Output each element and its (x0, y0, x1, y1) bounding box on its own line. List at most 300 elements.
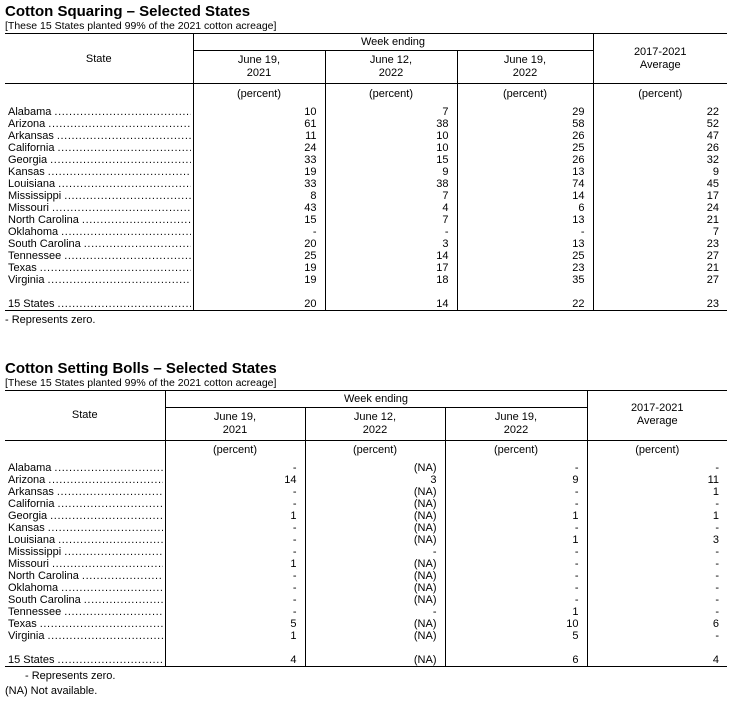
dot-leader (81, 594, 163, 606)
value-cell: 20 (193, 298, 325, 311)
state-name: 15 States (8, 654, 55, 666)
dot-leader (45, 274, 191, 286)
value-cell: 25 (193, 250, 325, 262)
week-column-header-1 (193, 51, 325, 84)
state-cell (5, 130, 193, 142)
value-cell: 14 (165, 474, 305, 486)
value-cell: 7 (325, 214, 457, 226)
value-cell: (NA) (305, 582, 445, 594)
value-cell: - (445, 594, 587, 606)
average-header-line1: 2017-2021 (630, 402, 684, 414)
state-cell (5, 522, 165, 534)
state-wrap (8, 142, 193, 154)
state-row (5, 104, 727, 118)
value-cell: (NA) (305, 558, 445, 570)
dot-leader (54, 486, 163, 498)
state-wrap (8, 570, 165, 582)
dot-leader (51, 462, 162, 474)
state-name: Louisiana (8, 177, 56, 190)
value-cell: 9 (712, 165, 719, 178)
week-ending-header: Week ending (165, 390, 587, 407)
state-row (5, 474, 727, 486)
unit-label: (percent) (325, 84, 457, 104)
week2-line1: June 12, (369, 54, 413, 66)
week3-line2: 2022 (512, 67, 538, 79)
footnote-not-available: (NA) Not available. (5, 685, 98, 697)
total-row (5, 654, 727, 667)
state-name: South Carolina (8, 594, 81, 606)
value-cell: - (715, 558, 719, 570)
value-cell: - (193, 226, 325, 238)
week3-line1: June 19, (503, 54, 547, 66)
state-row (5, 250, 727, 262)
spacer-cell (165, 642, 305, 654)
value-cell: - (445, 460, 587, 474)
value-cell: 33 (193, 154, 325, 166)
value-cell: 33 (193, 178, 325, 190)
unit-label: (percent) (635, 444, 680, 457)
value-cell: 25 (457, 142, 593, 154)
value-cell: 10 (445, 618, 587, 630)
state-cell (5, 498, 165, 510)
value-cell: 1 (165, 558, 305, 570)
state-wrap (8, 202, 193, 214)
value-cell: 10 (193, 104, 325, 118)
cotton-squaring-table (5, 33, 727, 311)
state-row (5, 178, 727, 190)
value-cell: 18 (325, 274, 457, 286)
state-name: Virginia (8, 630, 45, 642)
state-row (5, 498, 727, 510)
spacer-cell (593, 286, 727, 298)
state-name: Georgia (8, 153, 48, 166)
state-cell (5, 474, 165, 486)
week-column-header-2 (325, 51, 457, 84)
state-cell (5, 274, 193, 286)
state-name: 15 States (8, 297, 55, 310)
state-row (5, 630, 727, 642)
state-wrap (8, 618, 165, 630)
value-cell: - (715, 606, 719, 618)
cotton-setting-bolls-rows (5, 460, 727, 667)
value-cell: 22 (457, 298, 593, 311)
value-cell: 7 (325, 104, 457, 118)
average-column-header (587, 390, 727, 440)
state-wrap (8, 154, 193, 166)
state-name: Mississippi (8, 546, 62, 558)
value-cell: - (715, 462, 719, 474)
dot-leader (37, 262, 191, 274)
acreage-note-2: [These 15 States planted 99% of the 2021 cotton acreage] (5, 376, 277, 389)
state-cell (5, 606, 165, 618)
dot-leader (61, 250, 190, 262)
state-cell (5, 178, 193, 190)
value-cell: - (165, 594, 305, 606)
state-wrap (8, 462, 165, 474)
value-cell: 26 (706, 141, 719, 154)
state-cell (5, 118, 193, 130)
value-cell: 61 (193, 118, 325, 130)
dot-leader (54, 654, 162, 666)
state-row (5, 546, 727, 558)
state-row (5, 166, 727, 178)
value-cell: 8 (193, 190, 325, 202)
value-cell: 15 (193, 214, 325, 226)
spacer-cell (5, 642, 165, 654)
value-cell: - (165, 546, 305, 558)
value-cell: 14 (325, 298, 457, 311)
state-row (5, 594, 727, 606)
value-cell: (NA) (305, 618, 445, 630)
state-cell (5, 582, 165, 594)
value-cell: - (165, 606, 305, 618)
value-cell: - (165, 522, 305, 534)
state-cell (5, 154, 193, 166)
value-cell: (NA) (305, 510, 445, 522)
value-cell: 47 (706, 129, 719, 142)
week3-line1: June 19, (494, 410, 538, 423)
state-name: Missouri (8, 201, 49, 214)
state-wrap (8, 274, 193, 286)
value-cell: 11 (193, 130, 325, 142)
value-cell: - (165, 570, 305, 582)
state-row (5, 262, 727, 274)
state-name: California (8, 141, 55, 154)
value-cell: 7 (325, 190, 457, 202)
value-cell: 24 (706, 201, 719, 214)
dot-leader (45, 118, 190, 130)
average-header-line2: Average (639, 58, 681, 71)
state-row (5, 522, 727, 534)
value-cell: 13 (457, 214, 593, 226)
value-cell: - (715, 522, 719, 534)
value-cell: - (445, 546, 587, 558)
state-cell (5, 226, 193, 238)
state-wrap (8, 606, 165, 618)
value-cell: 9 (325, 166, 457, 178)
state-row (5, 202, 727, 214)
value-cell: (NA) (305, 570, 445, 582)
state-wrap (8, 654, 165, 666)
state-name: Louisiana (8, 534, 56, 546)
state-wrap (8, 190, 193, 202)
average-header-line1: 2017-2021 (633, 45, 687, 58)
value-cell: 4 (165, 654, 305, 667)
value-cell: 35 (457, 274, 593, 286)
state-row (5, 534, 727, 546)
state-wrap (8, 262, 193, 274)
unit-label: (percent) (165, 440, 305, 460)
dot-leader (55, 534, 162, 546)
week2-line2: 2022 (362, 423, 388, 436)
value-cell: - (715, 594, 719, 606)
state-cell (5, 142, 193, 154)
spacer-cell (305, 642, 445, 654)
state-cell (5, 654, 165, 667)
value-cell: - (305, 546, 445, 558)
value-cell: (NA) (305, 594, 445, 606)
value-cell: 17 (325, 262, 457, 274)
state-wrap (8, 214, 193, 226)
value-cell: 1 (165, 510, 305, 522)
state-cell (5, 460, 165, 474)
state-name: Virginia (8, 273, 45, 286)
state-cell (5, 510, 165, 522)
value-cell: 21 (706, 261, 719, 274)
state-cell (5, 104, 193, 118)
value-cell: 4 (587, 654, 727, 667)
state-row (5, 558, 727, 570)
value-cell: 1 (445, 510, 587, 522)
unit-empty-cell (5, 440, 165, 460)
dot-leader (47, 154, 190, 166)
value-cell: 26 (457, 154, 593, 166)
state-name: Texas (8, 261, 37, 274)
state-row (5, 142, 727, 154)
state-cell (5, 298, 193, 311)
value-cell: - (165, 582, 305, 594)
value-cell: - (165, 460, 305, 474)
state-wrap (8, 178, 193, 190)
state-wrap (8, 582, 165, 594)
state-cell (5, 546, 165, 558)
value-cell: 10 (325, 142, 457, 154)
spacer-cell (325, 286, 457, 298)
state-wrap (8, 534, 165, 546)
value-cell: - (715, 570, 719, 582)
state-wrap (8, 118, 193, 130)
state-wrap (8, 238, 193, 250)
week1-line2: 2021 (222, 423, 248, 436)
dot-leader (51, 106, 190, 118)
state-row (5, 570, 727, 582)
state-name: North Carolina (8, 213, 79, 226)
value-cell: 6 (712, 618, 719, 630)
state-name: Missouri (8, 558, 49, 570)
dot-leader (61, 606, 162, 618)
state-name: Arizona (8, 474, 46, 486)
value-cell: 43 (193, 202, 325, 214)
week-column-header-3 (445, 407, 587, 440)
value-cell: 24 (193, 142, 325, 154)
unit-label: (percent) (445, 440, 587, 460)
value-cell: 32 (706, 153, 719, 166)
acreage-note: [These 15 States planted 99% of the 2021 cotton acreage] (5, 20, 277, 32)
dot-leader (54, 498, 162, 510)
value-cell: - (715, 582, 719, 594)
state-cell (5, 166, 193, 178)
page-title-2: Cotton Setting Bolls – Selected States (5, 359, 277, 377)
week2-line1: June 12, (353, 410, 397, 423)
value-cell: 6 (457, 202, 593, 214)
dot-leader (61, 546, 162, 558)
value-cell: 38 (325, 178, 457, 190)
week1-line1: June 19, (237, 54, 281, 66)
value-cell: 1 (712, 486, 719, 498)
state-wrap (8, 558, 165, 570)
state-name: Arkansas (8, 486, 54, 498)
state-row (5, 238, 727, 250)
value-cell: 29 (457, 104, 593, 118)
dot-leader (54, 130, 191, 142)
dot-leader (79, 570, 163, 582)
value-cell: 23 (457, 262, 593, 274)
value-cell: 25 (457, 250, 593, 262)
state-cell (5, 262, 193, 274)
value-cell: - (445, 498, 587, 510)
dot-leader (45, 522, 163, 534)
value-cell: 5 (165, 618, 305, 630)
header-group-row (5, 390, 727, 407)
value-cell: 19 (193, 166, 325, 178)
state-name: Mississippi (8, 189, 62, 202)
value-cell: 20 (193, 238, 325, 250)
state-row (5, 118, 727, 130)
state-row (5, 618, 727, 630)
dot-leader (47, 510, 162, 522)
state-cell (5, 486, 165, 498)
state-cell (5, 570, 165, 582)
state-wrap (8, 522, 165, 534)
dot-leader (81, 238, 191, 250)
dot-leader (45, 166, 191, 178)
state-name: Kansas (8, 522, 45, 534)
state-name: Oklahoma (8, 225, 59, 238)
state-name: Kansas (8, 165, 45, 178)
total-row (5, 298, 727, 311)
week1-line1: June 19, (213, 410, 257, 423)
state-name: Oklahoma (8, 582, 59, 594)
state-cell (5, 618, 165, 630)
value-cell: 19 (193, 274, 325, 286)
state-cell (5, 250, 193, 262)
dot-leader (49, 558, 163, 570)
value-cell: - (165, 534, 305, 546)
value-cell: (NA) (305, 522, 445, 534)
value-cell: 3 (305, 474, 445, 486)
value-cell: 15 (325, 154, 457, 166)
value-cell: 19 (193, 262, 325, 274)
state-name: Alabama (8, 105, 52, 118)
value-cell: - (445, 582, 587, 594)
value-cell: 10 (325, 130, 457, 142)
state-row (5, 214, 727, 226)
state-cell (5, 534, 165, 546)
state-wrap (8, 486, 165, 498)
state-row (5, 510, 727, 522)
state-cell (5, 214, 193, 226)
state-wrap (8, 510, 165, 522)
value-cell: 7 (712, 225, 719, 238)
cotton-setting-bolls-section (5, 360, 727, 698)
state-row (5, 226, 727, 238)
value-cell: 11 (707, 474, 719, 486)
state-wrap (8, 106, 193, 118)
footnote-represents-zero: - Represents zero. (5, 313, 96, 326)
value-cell: 23 (593, 298, 727, 311)
value-cell: - (457, 226, 593, 238)
average-header-line2: Average (636, 415, 678, 427)
state-row (5, 130, 727, 142)
value-cell: - (305, 606, 445, 618)
cotton-setting-bolls-table (5, 390, 727, 668)
state-row (5, 460, 727, 474)
unit-row (5, 440, 727, 460)
value-cell: 13 (457, 238, 593, 250)
week1-line2: 2021 (246, 67, 272, 79)
state-name: Alabama (8, 462, 52, 474)
value-cell: 14 (325, 250, 457, 262)
value-cell: 21 (706, 213, 719, 226)
spacer-row (5, 286, 727, 298)
value-cell: (NA) (305, 630, 445, 642)
spacer-cell (193, 286, 325, 298)
value-cell: 74 (457, 178, 593, 190)
value-cell: - (715, 498, 719, 510)
value-cell: 1 (445, 534, 587, 546)
value-cell: (NA) (305, 498, 445, 510)
state-name: California (8, 498, 55, 510)
spacer-row (5, 642, 727, 654)
dot-leader (58, 582, 162, 594)
dot-leader (54, 142, 190, 154)
state-row (5, 582, 727, 594)
state-name: South Carolina (8, 237, 81, 250)
state-row (5, 606, 727, 618)
state-name: Georgia (8, 510, 48, 522)
value-cell: - (445, 486, 587, 498)
state-wrap (8, 630, 165, 642)
value-cell: - (325, 226, 457, 238)
cotton-squaring-section (5, 3, 727, 326)
average-column-header (593, 34, 727, 84)
value-cell: 9 (445, 474, 587, 486)
value-cell: 1 (165, 630, 305, 642)
value-cell: 6 (445, 654, 587, 667)
unit-label: (percent) (193, 84, 325, 104)
state-cell (5, 190, 193, 202)
spacer-cell (457, 286, 593, 298)
value-cell: - (715, 546, 719, 558)
state-name: Texas (8, 618, 37, 630)
unit-empty-cell (5, 84, 193, 104)
value-cell: 58 (457, 118, 593, 130)
week-column-header-1 (165, 407, 305, 440)
value-cell: 17 (706, 189, 719, 202)
dot-leader (54, 298, 190, 310)
state-name: North Carolina (8, 570, 79, 582)
state-column-header: State (5, 34, 193, 84)
state-cell (5, 202, 193, 214)
value-cell: - (165, 486, 305, 498)
state-wrap (8, 298, 193, 310)
value-cell: 4 (325, 202, 457, 214)
dot-leader (79, 214, 191, 226)
value-cell: (NA) (305, 534, 445, 546)
state-wrap (8, 250, 193, 262)
value-cell: 38 (325, 118, 457, 130)
week2-line2: 2022 (378, 67, 404, 79)
state-cell (5, 630, 165, 642)
value-cell: 27 (706, 273, 719, 286)
spacer-cell (5, 286, 193, 298)
week-column-header-3 (457, 51, 593, 84)
state-row (5, 190, 727, 202)
value-cell: 27 (706, 249, 719, 262)
value-cell: - (715, 630, 719, 642)
unit-label: (percent) (457, 84, 593, 104)
value-cell: 45 (706, 177, 719, 190)
